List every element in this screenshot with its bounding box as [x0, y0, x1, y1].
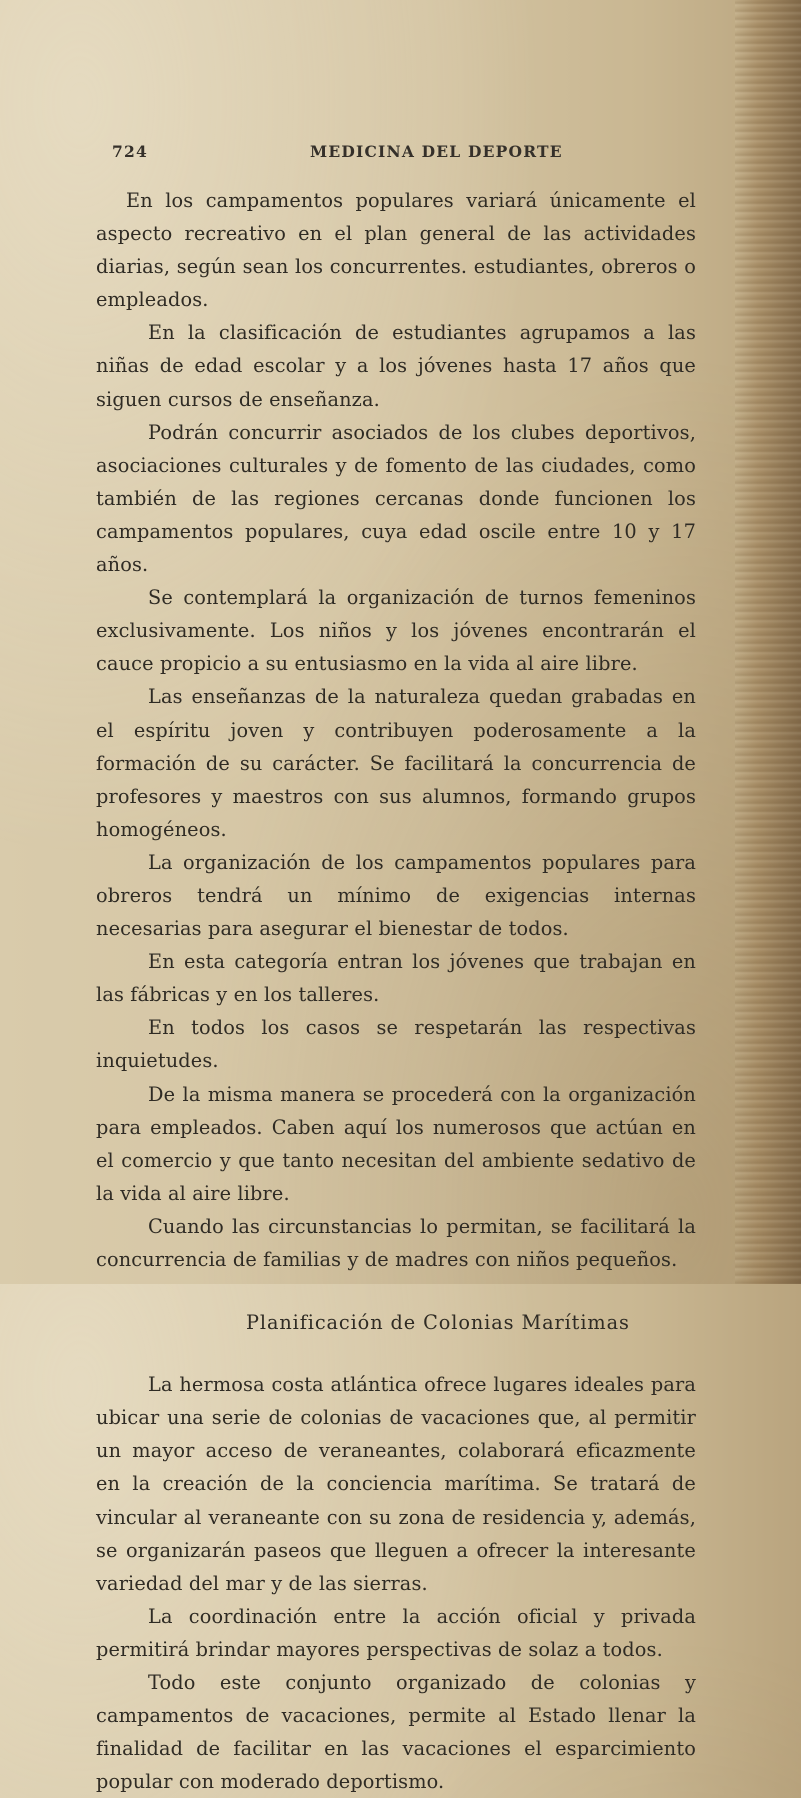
paragraph: Podrán concurrir asociados de los clubes deportivos, asociaciones culturales y de fomento de las ciudades, como también de las regiones cercanas donde funcionen los campamentos populares, cuya edad oscile entre 10 y 17 años.	[96, 420, 696, 577]
paragraph: Todo este conjunto organizado de colonias y campamentos de vacaciones, permite al Estado llenar la finalidad de facilitar en las vacaciones el esparcimiento popular con moderado deportismo.	[96, 1671, 696, 1794]
paragraph: En esta categoría entran los jóvenes que trabajan en las fábricas y en los talleres.	[96, 950, 696, 1007]
page-number: 724	[112, 142, 148, 161]
paragraph: En todos los casos se respetarán las respectivas inquietudes.	[96, 1016, 696, 1073]
paragraph: Las enseñanzas de la naturaleza quedan grabadas en el espíritu joven y contribuyen poderosamente a la formación de su carácter. Se facilitará la concurrencia de profesores y maestros con sus alumnos, formando grupos homogéneos.	[96, 685, 696, 841]
paragraph: La coordinación entre la acción oficial y privada permitirá brindar mayores perspectivas de solaz a todos.	[96, 1604, 696, 1661]
paragraph: En los campamentos populares variará únicamente el aspecto recreativo en el plan general de las actividades diarias, según sean los concurrentes. estudiantes, obreros o empleados.	[96, 189, 696, 312]
running-head-title: MEDICINA DEL DEPORTE	[310, 142, 563, 161]
paragraph: La hermosa costa atlántica ofrece lugares ideales para ubicar una serie de colonias de vacaciones que, al permitir un mayor acceso de veraneantes, colaborará eficazmente en la creación de la conciencia marítima. Se tratará de vincular al veraneante con su zona de residencia y, además, se organizarán paseos que lleguen a ofrecer la interesante variedad del mar y de las sierras.	[96, 1373, 696, 1595]
running-head	[112, 142, 672, 168]
paragraph: En la clasificación de estudiantes agrupamos a las niñas de edad escolar y a los jóvenes hasta 17 años que siguen cursos de enseñanza.	[96, 321, 696, 411]
page-gutter-shadow	[735, 0, 801, 1284]
body-text	[96, 184, 696, 1798]
paragraph: La organización de los campamentos populares para obreros tendrá un mínimo de exigencias internas necesarias para asegurar el bienestar de todos.	[96, 850, 696, 941]
paragraph: Cuando las circunstancias lo permitan, se facilitará la concurrencia de familias y de madres con niños pequeños.	[96, 1214, 696, 1271]
paragraph: De la misma manera se procederá con la organización para empleados. Caben aquí los numerosos que actúan en el comercio y que tanto necesitan del ambiente sedativo de la vida al aire libre.	[96, 1082, 696, 1205]
section-heading: Planificación de Colonias Marítimas	[246, 1311, 630, 1335]
paragraph: Se contemplará la organización de turnos femeninos exclusivamente. Los niños y los jóvenes encontrarán el cauce propicio a su entusiasmo en la vida al aire libre.	[96, 586, 696, 676]
